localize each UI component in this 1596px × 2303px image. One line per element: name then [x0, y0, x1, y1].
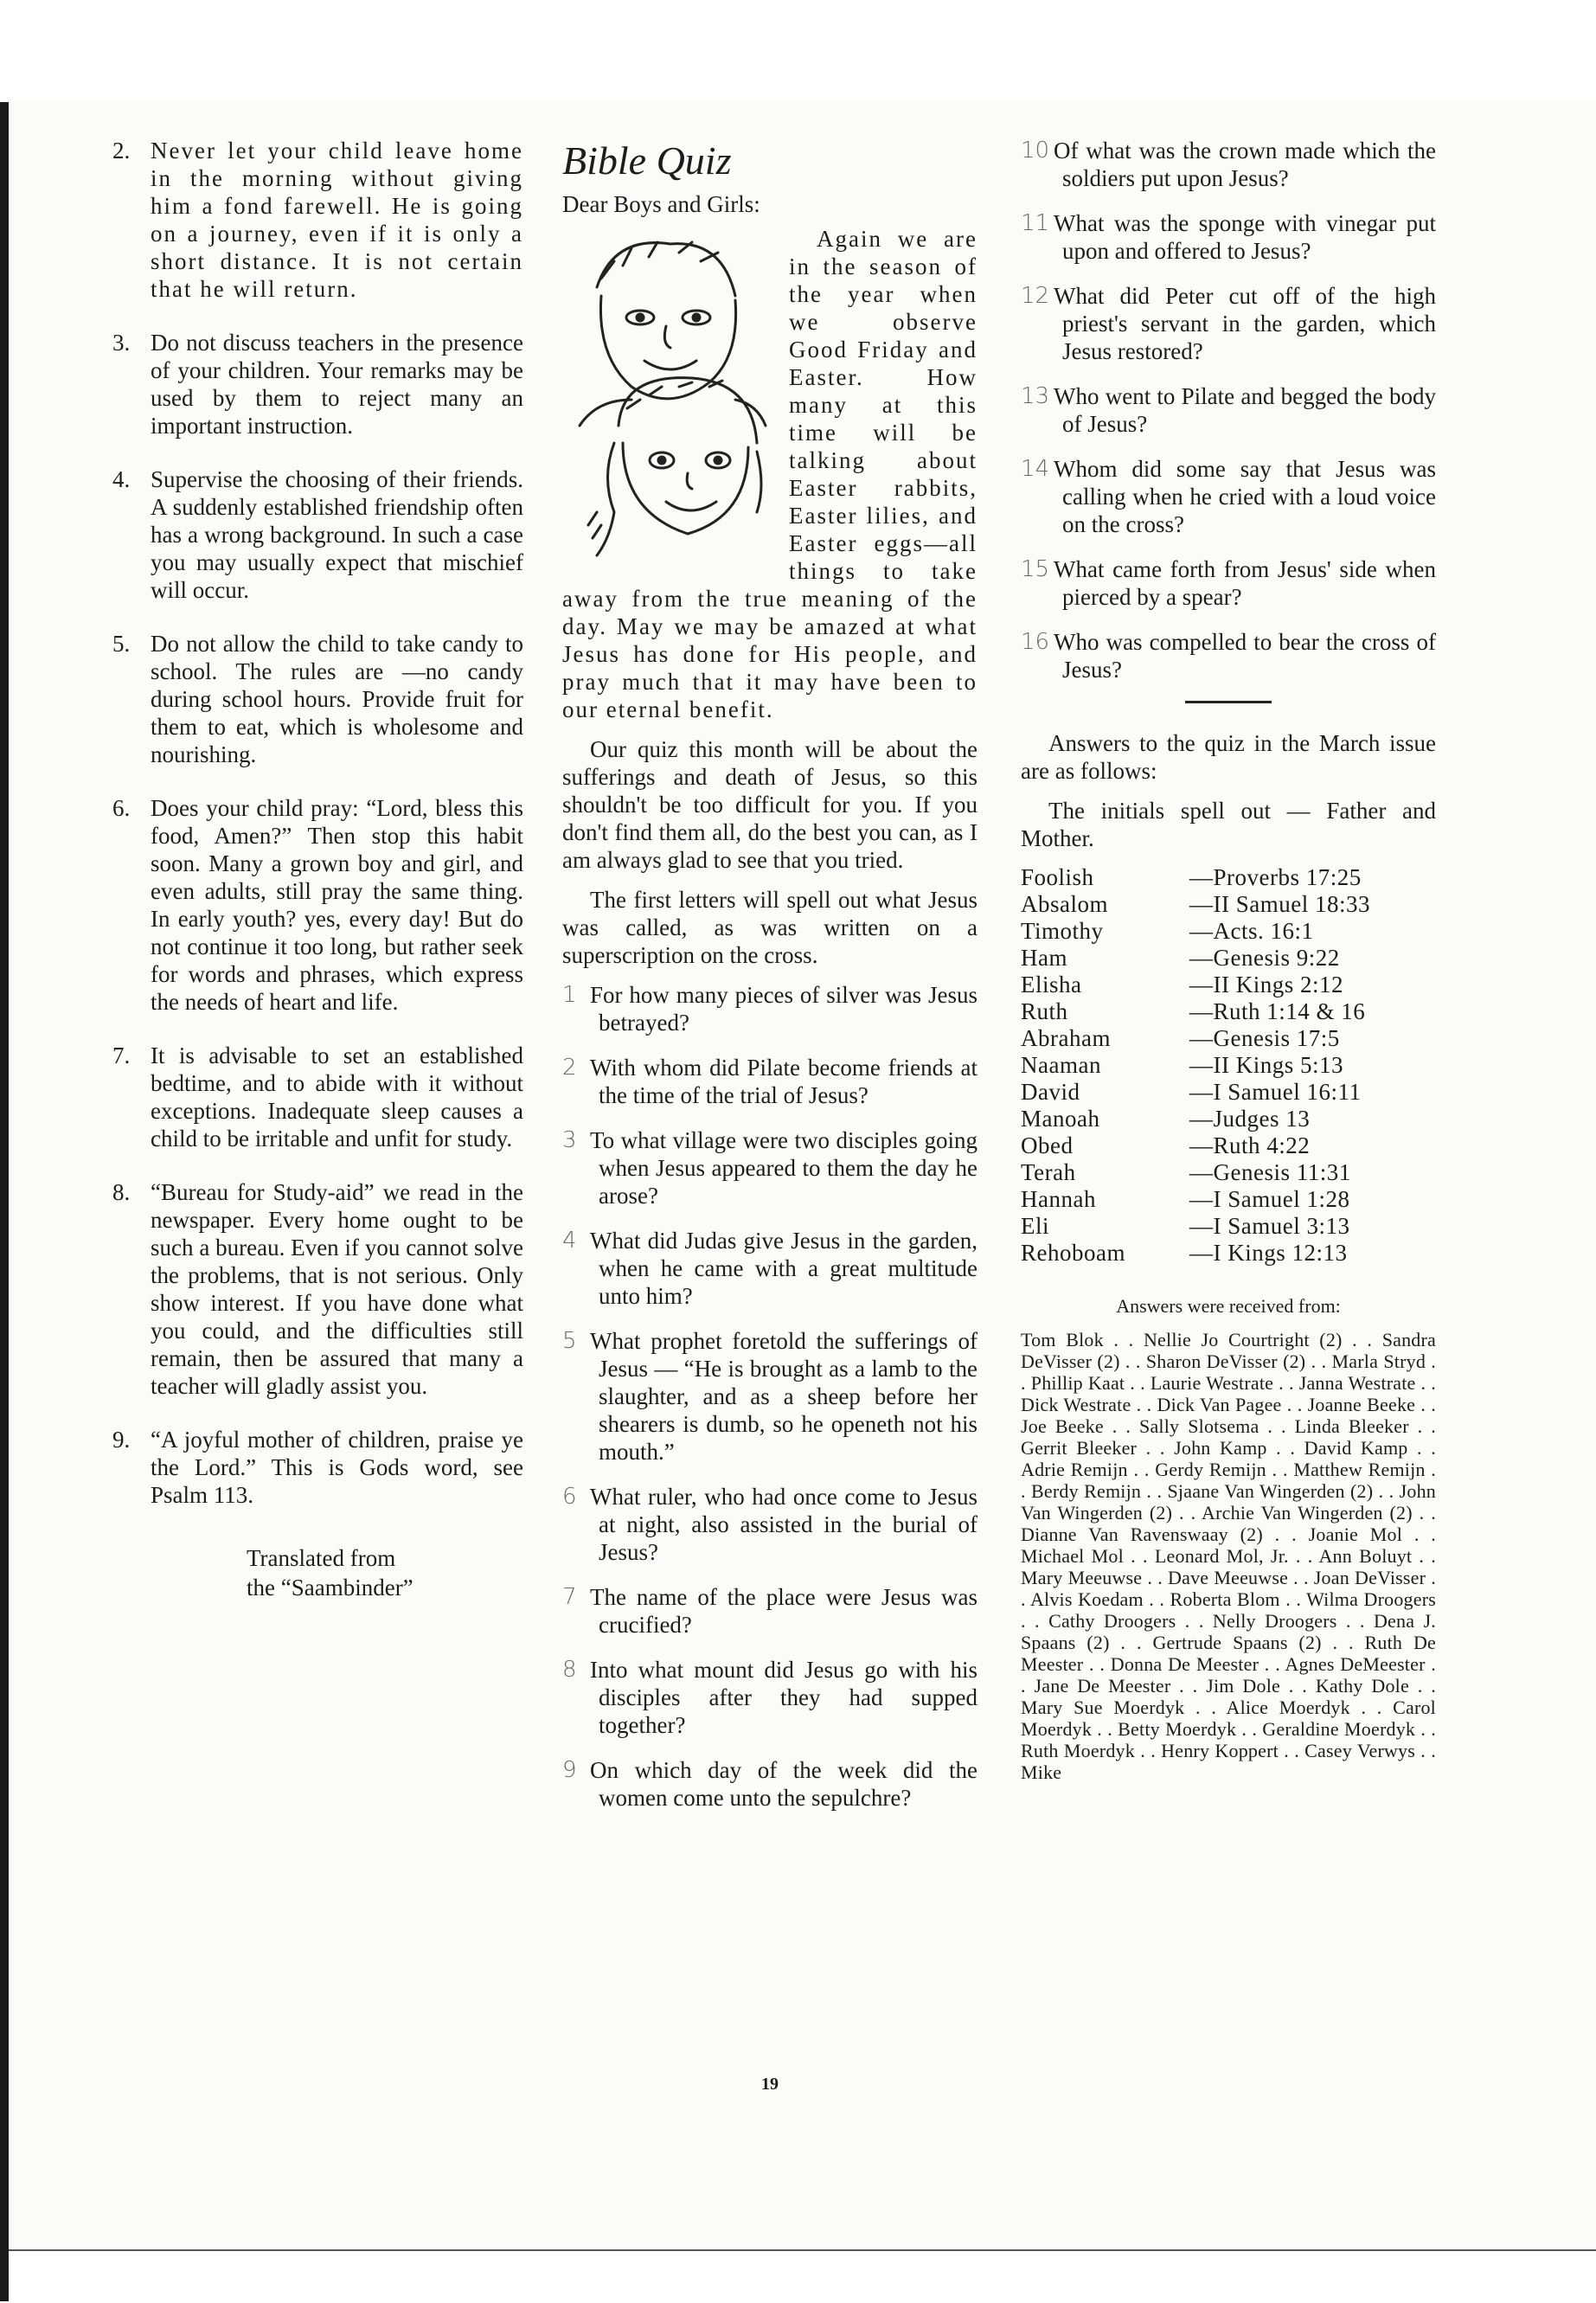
quiz-question — [1021, 455, 1436, 538]
tip-text: Do not discuss teachers in the presence of your children. Your remarks may be used by them to reject many an important instruction. — [151, 330, 523, 439]
scan-bottom-margin — [9, 2249, 1596, 2303]
answer-row — [1021, 1159, 1436, 1186]
answer-name: Elisha — [1021, 972, 1082, 998]
quiz-question — [562, 1126, 977, 1209]
quiz-paragraph-3: The first letters will spell out what Jesus was called, as was written on a superscription on the cross. — [562, 887, 977, 968]
handwritten-number: 7 — [562, 1584, 577, 1610]
answer-row — [1021, 891, 1436, 918]
question-text: What did Judas give Jesus in the garden, when he came with a great multitude unto him? — [590, 1228, 977, 1309]
quiz-question — [562, 1583, 977, 1639]
quiz-question — [562, 1656, 977, 1739]
tip-item — [112, 329, 523, 439]
answer-row — [1021, 918, 1436, 945]
answer-row — [1021, 1213, 1436, 1240]
section-divider — [1185, 701, 1272, 703]
tip-text: Do not allow the child to take candy to school. The rules are —no candy during school hours. Provide fruit for them to eat, which is wholesome and nourishing. — [151, 631, 523, 767]
tip-number: 4. — [112, 466, 131, 492]
handwritten-number: 2 — [562, 1055, 577, 1081]
answer-reference: —II Kings 5:13 — [1189, 1052, 1343, 1078]
answer-name: Terah — [1021, 1159, 1076, 1185]
handwritten-number: 16 — [1021, 629, 1050, 655]
answer-reference: —II Samuel 18:33 — [1189, 891, 1370, 917]
boy-and-girl-drawing — [562, 227, 779, 573]
quiz-greeting: Dear Boys and Girls: — [562, 191, 760, 217]
answer-row — [1021, 972, 1436, 998]
answer-reference: —I Samuel 3:13 — [1189, 1213, 1350, 1239]
quiz-question — [562, 1756, 977, 1812]
tip-number: 8. — [112, 1179, 131, 1205]
translation-credit — [112, 1543, 523, 1602]
tip-item — [112, 1178, 523, 1400]
answer-name: Naaman — [1021, 1052, 1101, 1078]
question-text: Of what was the crown made which the soldiers put upon Jesus? — [1054, 138, 1436, 191]
quiz-question — [1021, 282, 1436, 365]
tip-text: “Bureau for Study-aid” we read in the newspaper. Every home ought to be such a bureau. Even if you cannot solve the problems, that is not serious. Only show interest. If you have done what you could, and the difficulties still remain, then be assured that many a teacher will gladly assist you. — [151, 1179, 523, 1399]
answer-row — [1021, 1079, 1436, 1106]
question-text: What prophet foretold the sufferings of Jesus — “He is brought as a lamb to the slaughter, and as a sheep before her shearers is dumb, so he openeth not his mouth.” — [590, 1328, 977, 1465]
tip-text: It is advisable to set an established bedtime, and to abide with it without exceptions. Inadequate sleep causes a child to be irritable and unfit for study. — [151, 1042, 523, 1152]
tip-item — [112, 630, 523, 768]
quiz-question — [1021, 137, 1436, 192]
handwritten-number: 6 — [562, 1484, 577, 1510]
translation-credit-line1: Translated from — [247, 1545, 396, 1571]
answer-row — [1021, 945, 1436, 972]
tip-item — [112, 1042, 523, 1152]
answer-row — [1021, 864, 1436, 891]
question-text: What did Peter cut off of the high priest's servant in the garden, which Jesus restored? — [1054, 283, 1436, 364]
answer-reference: —I Samuel 16:11 — [1189, 1079, 1362, 1105]
answer-name: Abraham — [1021, 1025, 1111, 1051]
quiz-question — [562, 981, 977, 1036]
received-heading: Answers were received from: — [1116, 1295, 1341, 1317]
bible-quiz-column — [562, 137, 977, 1829]
handwritten-number: 1 — [562, 982, 577, 1008]
translation-credit-line2: the “Saambinder” — [247, 1575, 413, 1601]
quiz-question — [1021, 382, 1436, 438]
quiz-title: Bible Quiz — [562, 138, 732, 183]
tip-item — [112, 465, 523, 604]
question-text: Who was compelled to bear the cross of Jesus? — [1054, 629, 1436, 683]
answer-reference: —Acts. 16:1 — [1189, 918, 1314, 944]
handwritten-number: 5 — [562, 1328, 577, 1354]
initials-text: The initials spell out — Father and Mother. — [1021, 798, 1436, 851]
handwritten-number: 3 — [562, 1127, 577, 1153]
quiz-intro: Again we are in the season of the year when we observe Good Friday and Easter. How many at this time will be talking about Easter rabbits, Easter lilies, and Easter eggs—all things to take away from the true meaning of the day. May we may be amazed at what Jesus has done for His people, and pray much that it may have been to our eternal benefit. — [562, 226, 977, 722]
tip-item — [112, 137, 523, 303]
handwritten-number: 10 — [1021, 138, 1050, 164]
answer-name: Ruth — [1021, 998, 1068, 1024]
question-text: What was the sponge with vinegar put upon and offered to Jesus? — [1054, 210, 1436, 264]
answer-reference: —Ruth 1:14 & 16 — [1189, 998, 1366, 1024]
question-text: To what village were two disciples going when Jesus appeared to them the day he arose? — [590, 1127, 977, 1209]
tip-number: 2. — [112, 138, 131, 164]
answer-reference: —Ruth 4:22 — [1189, 1132, 1311, 1158]
page-number: 19 — [761, 2075, 779, 2094]
answer-row — [1021, 1186, 1436, 1213]
children-illustration — [562, 227, 779, 573]
question-text: Whom did some say that Jesus was calling when he cried with a loud voice on the cross? — [1054, 456, 1436, 537]
answer-name: Timothy — [1021, 918, 1104, 944]
tip-text: “A joyful mother of children, praise ye the Lord.” This is Gods word, see Psalm 113. — [151, 1427, 523, 1508]
question-text: On which day of the week did the women come unto the sepulchre? — [590, 1757, 977, 1811]
answer-name: Hannah — [1021, 1186, 1096, 1212]
quiz-paragraph-2: Our quiz this month will be about the sufferings and death of Jesus, so this shouldn't be too difficult for you. If you don't find them all, do the best you can, as I am always glad to see that you tried. — [562, 736, 977, 873]
tip-text: Supervise the choosing of their friends. A suddenly established friendship often has a wrong background. In such a case you may usually expect that mischief will occur. — [151, 466, 523, 603]
handwritten-number: 14 — [1021, 456, 1050, 482]
question-text: The name of the place were Jesus was crucified? — [590, 1584, 977, 1638]
handwritten-number: 13 — [1021, 383, 1050, 409]
tip-text: Never let your child leave home in the morning without giving him a fond farewell. He is going on a journey, even if it is only a short distance. It is not certain that he will return. — [151, 138, 523, 302]
answer-name: David — [1021, 1079, 1080, 1105]
quiz-question — [562, 1054, 977, 1109]
received-names: Tom Blok . . Nellie Jo Courtright (2) . . Sandra DeVisser (2) . . Sharon DeVisser (2) . . Marla Stryd . . Phillip Kaat . . Laurie Westrate . . Janna Westrate . . Dick Westrate . . Dick Van Pagee . . Joanne Beeke . . Joe Beeke . . Sally Slotsema . . Linda Bleeker . . Gerrit Bleeker . . John Kamp . . David Kamp . . Adrie Remijn . . Gerdy Remijn . . Matthew Remijn . . Berdy Remijn . . Sjaane Van Wingerden (2) . . John Van Wingerden (2) . . Archie Van Wingerden (2) . . Dianne Van Ravenswaay (2) . . Joanie Mol . . Michael Mol . . Leonard Mol, Jr. . . Ann Boluyt . . Mary Meeuwse . . Dave Meeuwse . . Joan DeVisser . . Alvis Koedam . . Roberta Blom . . Wilma Droogers . . Cathy Droogers . . Nelly Droogers . . Dena J. Spaans (2) . . Gertrude Spaans (2) . . Ruth De Meester . . Donna De Meester . . Agnes DeMeester . . Jane De Meester . . Jim Dole . . Kathy Dole . . Mary Sue Moerdyk . . Alice Moerdyk . . Carol Moerdyk . . Betty Moerdyk . . Geraldine Moerdyk . . Ruth Moerdyk . . Henry Koppert . . Casey Verwys . . Mike — [1021, 1329, 1436, 1783]
handwritten-number: 4 — [562, 1228, 577, 1254]
question-text: What ruler, who had once come to Jesus at night, also assisted in the burial of Jesus? — [590, 1484, 977, 1565]
tip-number: 6. — [112, 795, 131, 821]
answer-row — [1021, 998, 1436, 1025]
quiz-continued-column — [1021, 137, 1436, 1783]
answers-table — [1021, 864, 1436, 1267]
answer-name: Rehoboam — [1021, 1240, 1125, 1266]
answer-name: Eli — [1021, 1213, 1049, 1239]
tip-number: 5. — [112, 631, 131, 657]
quiz-question — [1021, 628, 1436, 683]
handwritten-number: 15 — [1021, 556, 1050, 582]
scan-top-margin — [0, 0, 1596, 103]
tip-number: 9. — [112, 1427, 131, 1453]
answer-row — [1021, 1240, 1436, 1267]
handwritten-number: 9 — [562, 1757, 577, 1783]
question-text: With whom did Pilate become friends at the time of the trial of Jesus? — [590, 1055, 977, 1108]
tip-number: 3. — [112, 330, 131, 356]
scan-left-edge — [0, 102, 9, 2301]
question-text: What came forth from Jesus' side when pierced by a spear? — [1054, 556, 1436, 610]
answer-reference: —II Kings 2:12 — [1189, 972, 1343, 998]
answer-name: Foolish — [1021, 864, 1094, 890]
answer-reference: —I Samuel 1:28 — [1189, 1186, 1350, 1212]
quiz-question — [1021, 555, 1436, 611]
quiz-question — [562, 1483, 977, 1566]
quiz-question — [562, 1327, 977, 1466]
handwritten-number: 11 — [1021, 210, 1050, 236]
answer-name: Manoah — [1021, 1106, 1100, 1132]
tip-item — [112, 794, 523, 1016]
answer-name: Absalom — [1021, 891, 1108, 917]
answer-row — [1021, 1052, 1436, 1079]
answer-name: Ham — [1021, 945, 1067, 971]
answer-reference: —Genesis 9:22 — [1189, 945, 1340, 971]
question-text: Who went to Pilate and begged the body of Jesus? — [1054, 383, 1436, 437]
answer-reference: —Genesis 17:5 — [1189, 1025, 1340, 1051]
answer-name: Obed — [1021, 1132, 1074, 1158]
answer-row — [1021, 1106, 1436, 1132]
answer-reference: —Genesis 11:31 — [1189, 1159, 1351, 1185]
tip-text: Does your child pray: “Lord, bless this food, Amen?” Then stop this habit soon. Many a grown boy and girl, and even adults, still pray the same thing. In early youth? yes, every day! But do not continue it too long, but rather seek for words and phrases, which express the needs of heart and life. — [151, 795, 523, 1015]
tip-item — [112, 1426, 523, 1509]
quiz-question — [1021, 209, 1436, 265]
answer-row — [1021, 1132, 1436, 1159]
answer-row — [1021, 1025, 1436, 1052]
quiz-question — [562, 1227, 977, 1310]
tip-number: 7. — [112, 1042, 131, 1068]
handwritten-number: 8 — [562, 1657, 577, 1683]
question-text: Into what mount did Jesus go with his disciples after they had supped together? — [590, 1657, 977, 1738]
answers-intro: Answers to the quiz in the March issue are as follows: — [1021, 730, 1436, 784]
answer-reference: —I Kings 12:13 — [1189, 1240, 1348, 1266]
handwritten-number: 12 — [1021, 283, 1050, 309]
question-text: For how many pieces of silver was Jesus betrayed? — [590, 982, 977, 1036]
parenting-tips-column — [112, 137, 523, 1602]
answer-reference: —Proverbs 17:25 — [1189, 864, 1362, 890]
answer-reference: —Judges 13 — [1189, 1106, 1311, 1132]
